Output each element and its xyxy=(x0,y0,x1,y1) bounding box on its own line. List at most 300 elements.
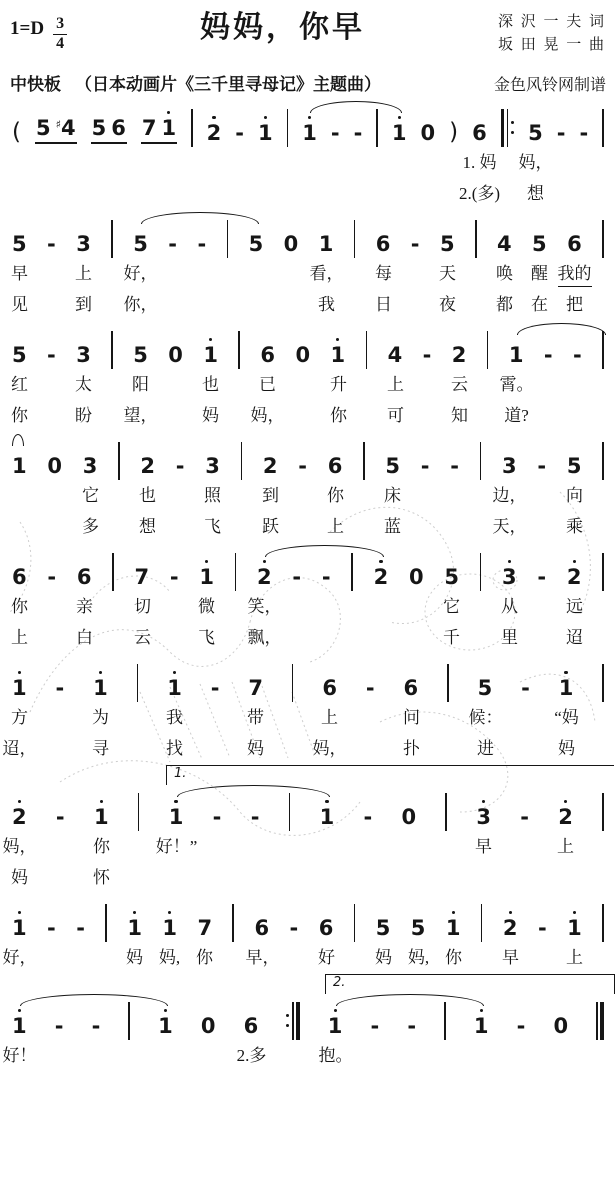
barline xyxy=(111,331,113,369)
lyric-syllable: 也 xyxy=(202,374,219,394)
duration-dash: - xyxy=(197,231,207,256)
duration-dash: - xyxy=(363,804,373,829)
note: 5 xyxy=(444,564,459,589)
note: 6 xyxy=(260,342,276,367)
note: 1 xyxy=(12,453,27,478)
lyric-syllable: 也 xyxy=(139,485,156,505)
lyrics-row xyxy=(10,373,606,397)
lyric-syllable: 好， xyxy=(2,947,37,967)
lyric-syllable: 妈 xyxy=(11,867,28,887)
octave-dot xyxy=(168,911,171,914)
duration-dash: - xyxy=(450,453,459,478)
beam-group xyxy=(141,115,177,144)
source-credit: 金色风铃网制谱 xyxy=(493,76,606,94)
lyric-syllable: 你 xyxy=(196,947,213,967)
system xyxy=(10,225,606,317)
octave-dot xyxy=(334,1009,337,1012)
duration-dash: - xyxy=(175,453,185,478)
lyric-syllable: 霄。 xyxy=(499,374,534,394)
lyrics-row xyxy=(10,404,606,428)
repeat-dots xyxy=(286,1002,289,1040)
lyric-syllable: 望， xyxy=(123,405,158,425)
octave-dot xyxy=(99,671,102,674)
lyric-syllable: 见 xyxy=(11,294,28,314)
octave-dot xyxy=(398,116,401,119)
note: 5 xyxy=(532,231,547,256)
lyrics-row xyxy=(2,1044,606,1068)
barline xyxy=(481,904,483,942)
barline xyxy=(227,220,229,258)
note: 1 xyxy=(320,807,335,828)
note: 1 xyxy=(93,678,108,699)
rest: 0 xyxy=(401,804,417,829)
notes-row xyxy=(10,558,606,588)
repeat-end-barline xyxy=(286,1002,299,1040)
lyric-syllable: 我 xyxy=(166,707,183,727)
score xyxy=(2,114,606,1068)
lyric-syllable: 从 xyxy=(501,596,518,616)
lyric-syllable: 蓝 xyxy=(384,516,401,536)
lyric-syllable: 里 xyxy=(501,627,518,647)
barline xyxy=(105,904,107,942)
duration-dash: - xyxy=(537,915,547,940)
rest: 0 xyxy=(200,1013,216,1038)
slur-arc xyxy=(336,994,484,1006)
time-signature xyxy=(53,16,67,53)
barline xyxy=(111,220,113,258)
note: 2 xyxy=(262,453,278,478)
lyric-syllable: 进 xyxy=(477,738,494,758)
lyric-syllable: 把 xyxy=(566,294,583,314)
lyric-syllable: “妈 xyxy=(554,707,579,727)
lyric-syllable: 好！” xyxy=(155,836,198,856)
octave-dot xyxy=(18,911,21,914)
note: 6 xyxy=(322,675,337,700)
octave-dot xyxy=(205,560,208,563)
lyric-syllable: 早， xyxy=(245,947,280,967)
lyric-syllable: 飞 xyxy=(204,516,221,536)
lyric-syllable: 飘， xyxy=(247,627,282,647)
duration-dash: - xyxy=(353,120,363,145)
lyric-syllable: 都 xyxy=(496,294,513,314)
lyric-syllable: 找 xyxy=(166,738,183,758)
key-label: 1=D xyxy=(10,18,45,39)
lyric-syllable: 每 xyxy=(375,263,392,283)
lyric-syllable: 方 xyxy=(11,707,28,727)
barline xyxy=(289,793,291,831)
note: 3 xyxy=(502,567,517,588)
octave-dot xyxy=(173,671,176,674)
lyric-syllable: 太 xyxy=(75,374,92,394)
octave-dot xyxy=(509,911,512,914)
octave-dot xyxy=(573,560,576,563)
note: 3 xyxy=(76,342,91,367)
beam-group xyxy=(35,115,77,144)
octave-dot xyxy=(100,800,103,803)
note: 1 xyxy=(258,123,273,144)
rest: 0 xyxy=(295,342,311,367)
system xyxy=(2,669,606,761)
note: 1 xyxy=(127,918,142,939)
lyric-syllable: 到 xyxy=(75,294,92,314)
slur-arc xyxy=(265,545,384,557)
lyric-syllable: 飞 xyxy=(198,627,215,647)
slur-arc xyxy=(517,323,607,335)
duration-dash: - xyxy=(47,564,57,589)
note: 6 xyxy=(111,115,126,140)
barline xyxy=(602,442,604,480)
lyric-syllable: 想 xyxy=(139,516,156,536)
octave-dot xyxy=(336,338,339,341)
note: 6 xyxy=(472,120,487,145)
octave-dot xyxy=(564,671,567,674)
note: 1 xyxy=(559,678,574,699)
lyrics-row xyxy=(10,484,606,508)
lyric-syllable: 想 xyxy=(527,183,544,203)
lyric-syllable: 早 xyxy=(475,836,492,856)
note: 1 xyxy=(328,1016,343,1037)
note: 5 xyxy=(375,915,391,940)
rest: 0 xyxy=(420,120,436,145)
note: 5 xyxy=(566,453,582,478)
note: 3 xyxy=(502,453,517,478)
lyric-syllable: 乘 xyxy=(566,516,583,536)
lyrics-row xyxy=(10,866,606,890)
note: 2 xyxy=(257,567,272,588)
duration-dash: - xyxy=(47,342,56,367)
barline xyxy=(238,331,240,369)
header xyxy=(10,8,606,95)
note: 1 xyxy=(158,1016,173,1037)
system xyxy=(2,765,606,890)
duration-dash: - xyxy=(292,564,302,589)
octave-dot xyxy=(508,560,511,563)
composer-credit: 坂 田 晃 一 曲 xyxy=(497,37,606,54)
note: 3 xyxy=(82,453,98,478)
parenthesis: ( xyxy=(12,118,21,145)
time-signature-denominator: 4 xyxy=(56,34,65,52)
barline xyxy=(366,331,368,369)
lyric-syllable: 阳 xyxy=(132,374,149,394)
parenthesis: ) xyxy=(449,118,459,145)
note: 1 xyxy=(94,807,109,828)
duration-dash: - xyxy=(55,675,65,700)
note: 2 xyxy=(503,918,518,939)
octave-dot xyxy=(263,560,266,563)
lyric-syllable: 好！ xyxy=(2,1045,37,1065)
lyric-syllable: 早 xyxy=(502,947,519,967)
lyric-syllable: 抱。 xyxy=(318,1045,353,1065)
duration-dash: - xyxy=(321,564,331,589)
lyric-syllable: 上 xyxy=(327,516,344,536)
barline xyxy=(602,331,604,369)
note: 2 xyxy=(567,567,582,588)
barline xyxy=(445,793,447,831)
lyric-syllable: 2.(多) xyxy=(458,183,501,203)
lyric-syllable: 迢 xyxy=(566,627,583,647)
duration-dash: - xyxy=(55,804,65,829)
note: 5 xyxy=(12,231,27,256)
octave-dot xyxy=(164,1009,167,1012)
lyric-syllable: 早 xyxy=(11,263,28,283)
lyric-syllable: 看， xyxy=(309,263,344,283)
notes-row xyxy=(10,909,606,939)
lyric-syllable: 好 xyxy=(318,947,335,967)
note: 5 xyxy=(528,120,543,145)
lyrics-row xyxy=(2,835,606,859)
octave-dot xyxy=(18,800,21,803)
duration-dash: - xyxy=(365,675,375,700)
octave-dot xyxy=(452,911,455,914)
note: 1 xyxy=(12,918,27,939)
beam-group xyxy=(91,115,127,144)
note: 1 xyxy=(169,807,184,828)
lyric-syllable: 远 xyxy=(566,596,583,616)
lyrics-row xyxy=(10,626,606,650)
lyric-syllable: 照 xyxy=(204,485,221,505)
note: 5 xyxy=(133,231,148,256)
octave-dot xyxy=(18,671,21,674)
lyric-syllable: 妈, xyxy=(158,947,181,967)
duration-dash: - xyxy=(212,804,222,829)
final-barline xyxy=(596,1002,604,1040)
duration-dash: - xyxy=(521,675,530,700)
lyric-syllable: 妈 xyxy=(558,738,575,758)
octave-dot xyxy=(480,1009,483,1012)
barline xyxy=(118,442,120,480)
barline xyxy=(480,442,482,480)
duration-dash: - xyxy=(298,453,307,478)
barline xyxy=(354,904,356,942)
barline xyxy=(602,664,604,702)
lyric-syllable: 你 xyxy=(93,836,110,856)
volta-bracket: 2. xyxy=(325,974,615,994)
lyrics-row xyxy=(10,293,606,317)
lyric-syllable: 上 xyxy=(321,707,338,727)
note: 6 xyxy=(76,564,92,589)
time-signature-numerator: 3 xyxy=(53,16,67,35)
lyric-syllable: 上 xyxy=(75,263,92,283)
notes-row xyxy=(10,336,606,366)
rest: 0 xyxy=(47,453,62,478)
octave-dot xyxy=(209,338,212,341)
barline xyxy=(447,664,449,702)
system xyxy=(10,114,606,206)
note: 6 xyxy=(375,231,391,256)
lyric-syllable: 妈 xyxy=(247,738,264,758)
lyric-syllable: 天， xyxy=(492,516,527,536)
barline xyxy=(363,442,365,480)
lyrics-row xyxy=(10,706,606,730)
lyrics-row xyxy=(10,595,606,619)
octave-dot xyxy=(482,800,485,803)
repeat-dots xyxy=(511,109,514,147)
duration-dash: - xyxy=(543,342,553,367)
lyric-syllable: 2.多 xyxy=(236,1045,267,1065)
lyric-syllable: 你 xyxy=(327,485,344,505)
lyric-syllable: 可 xyxy=(387,405,404,425)
note: 6 xyxy=(12,564,27,589)
note: 3 xyxy=(205,453,220,478)
note: 1 xyxy=(474,1016,489,1037)
barline xyxy=(241,442,243,480)
octave-dot xyxy=(308,116,311,119)
lyric-syllable: 上 xyxy=(11,627,28,647)
duration-dash: - xyxy=(210,675,220,700)
lyric-syllable: 亲 xyxy=(76,596,93,616)
barline xyxy=(480,553,482,591)
lyric-syllable: 你 xyxy=(330,405,347,425)
octave-dot xyxy=(573,911,576,914)
duration-dash: - xyxy=(556,120,566,145)
lyric-syllable: 云 xyxy=(451,374,468,394)
octave-dot xyxy=(564,800,567,803)
octave-dot xyxy=(325,800,328,803)
lyric-syllable: 夜 xyxy=(439,294,456,314)
notes-row xyxy=(10,974,606,1038)
barline xyxy=(602,109,604,147)
note: 1 xyxy=(167,678,182,699)
lyric-syllable: 床 xyxy=(384,485,401,505)
lyric-syllable: 你 xyxy=(445,947,462,967)
note: 5 xyxy=(385,453,401,478)
note: 1 xyxy=(12,678,27,699)
duration-dash: - xyxy=(91,1013,101,1038)
lyric-syllable: 升 xyxy=(330,374,347,394)
lyric-syllable: 跃 xyxy=(262,516,279,536)
lyrics-row xyxy=(10,262,606,286)
system xyxy=(10,558,606,650)
octave-dot xyxy=(133,911,136,914)
note: 1 xyxy=(302,123,317,144)
lyric-syllable: 多 xyxy=(82,516,99,536)
octave-dot xyxy=(18,1009,21,1012)
duration-dash: - xyxy=(370,1013,380,1038)
barline xyxy=(354,220,356,258)
lyrics-row xyxy=(10,182,606,206)
note: 3 xyxy=(76,231,91,256)
note: 1 xyxy=(392,123,407,144)
duration-dash: - xyxy=(330,120,340,145)
slur-arc xyxy=(177,785,330,797)
duration-dash: - xyxy=(422,342,432,367)
note: 4 xyxy=(497,231,512,256)
note: 7 xyxy=(134,564,150,589)
lyric-syllable: 天 xyxy=(439,263,456,283)
lyric-syllable: 妈, xyxy=(407,947,430,967)
note: 2 xyxy=(140,453,156,478)
note: 2 xyxy=(207,123,222,144)
barline xyxy=(287,109,289,147)
duration-dash: - xyxy=(537,453,547,478)
duration-dash: - xyxy=(520,804,529,829)
octave-dot xyxy=(167,111,170,114)
note: 1 xyxy=(162,918,177,939)
lyric-syllable: 上 xyxy=(566,947,583,967)
lyric-syllable: 盼 xyxy=(75,405,92,425)
system xyxy=(2,909,606,970)
lyricist-credit: 深 沢 一 夫 词 xyxy=(497,14,606,30)
octave-dot xyxy=(212,116,215,119)
lyric-syllable: 你 xyxy=(11,405,28,425)
sharp-accidental: ♯ xyxy=(55,117,61,131)
note: 1 xyxy=(446,918,461,939)
slur-arc xyxy=(20,994,168,1006)
lyric-syllable: 怀 xyxy=(93,867,110,887)
lyric-syllable: 妈 xyxy=(375,947,392,967)
lyric-syllable: 它 xyxy=(82,485,99,505)
rest: 0 xyxy=(408,564,424,589)
note: 7 xyxy=(248,675,263,700)
lyric-syllable: 边， xyxy=(492,485,527,505)
note: 5 xyxy=(12,342,27,367)
barline xyxy=(128,1002,130,1040)
barline xyxy=(602,220,604,258)
note: 6 xyxy=(567,231,582,256)
note: 1 xyxy=(12,1016,27,1037)
note: 5 xyxy=(35,115,51,140)
repeat-begin-barline xyxy=(501,109,514,147)
lyric-syllable: 你 xyxy=(11,596,28,616)
lyric-syllable: 妈， xyxy=(518,152,553,172)
note: 6 xyxy=(243,1013,259,1038)
rest: 0 xyxy=(283,231,299,256)
note: 1 xyxy=(318,231,334,256)
lyric-syllable: 为 xyxy=(92,707,109,727)
lyric-syllable: 寻 xyxy=(92,738,109,758)
barline xyxy=(137,664,139,702)
rest: 0 xyxy=(553,1013,569,1038)
lyric-syllable: 迢， xyxy=(2,738,37,758)
barline xyxy=(602,904,604,942)
note: 1 xyxy=(331,345,346,366)
system xyxy=(10,336,606,428)
barline xyxy=(376,109,378,147)
lyric-syllable: 你， xyxy=(123,294,158,314)
lyric-syllable: 笑， xyxy=(247,596,282,616)
barline xyxy=(138,793,140,831)
lyric-syllable: 日 xyxy=(375,294,392,314)
note: 5 xyxy=(133,342,148,367)
slur-arc xyxy=(12,434,24,446)
note: 1 xyxy=(508,342,524,367)
duration-dash: - xyxy=(289,915,299,940)
note: 2 xyxy=(451,342,467,367)
note: 7 xyxy=(197,915,213,940)
lyric-syllable: 它 xyxy=(443,596,460,616)
rest: 0 xyxy=(168,342,183,367)
barline xyxy=(235,553,237,591)
lyric-syllable: 候： xyxy=(468,707,503,727)
song-title: 妈妈，你早 xyxy=(200,10,366,45)
credits xyxy=(498,8,606,58)
note: 5 xyxy=(248,231,264,256)
lyric-syllable: 知 xyxy=(451,405,468,425)
slur-arc xyxy=(310,101,402,113)
lyric-syllable: 妈， xyxy=(250,405,285,425)
duration-dash: - xyxy=(579,120,589,145)
lyric-syllable: 云 xyxy=(134,627,151,647)
barline xyxy=(112,553,114,591)
lyric-syllable: 醒 xyxy=(531,263,548,283)
lyric-syllable: 千 xyxy=(443,627,460,647)
barline xyxy=(487,331,489,369)
duration-dash: - xyxy=(410,231,420,256)
note: 1 xyxy=(203,345,218,366)
note: 3 xyxy=(476,807,491,828)
lyrics-row xyxy=(10,151,606,175)
lyrics-row xyxy=(10,515,606,539)
